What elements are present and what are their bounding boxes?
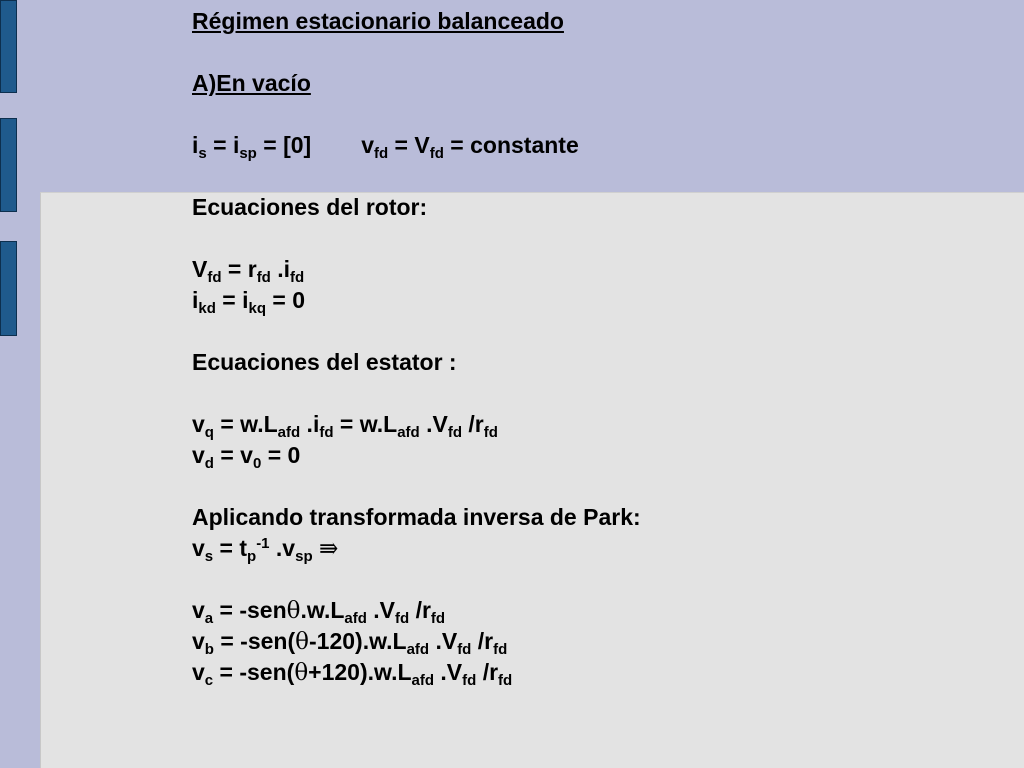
park-equation: $v_s = t_p^{-1}$ $.v_{sp}$ ⇛	[192, 535, 339, 565]
decor-tab-2	[0, 118, 17, 212]
field-voltage-condition: $v_{fd} = V_{fd}$ = constante	[361, 132, 579, 162]
slide-content	[192, 6, 1012, 688]
park-heading: Aplicando transformada inversa de Park:	[192, 504, 641, 530]
condition-equations	[192, 130, 1012, 161]
rotor-equation-1: $V_{fd} = r_{fd}$ $.i_{fd}$	[192, 256, 305, 286]
phase-c-voltage: $v_c = -sen(\theta+120).w.L_{afd}$ $.V_{fd}$ $/r_{fd}$	[192, 659, 513, 689]
left-decor-strip	[0, 0, 40, 768]
rotor-heading: Ecuaciones del rotor:	[192, 194, 428, 220]
phase-b-voltage: $v_b = -sen(\theta-120).w.L_{afd}$ $.V_{fd}$ $/r_{fd}$	[192, 628, 508, 658]
decor-tab-1	[0, 0, 17, 93]
implies-arrow-icon: ⇛	[319, 536, 339, 562]
slide-title: Régimen estacionario balanceado	[192, 8, 564, 34]
rotor-equation-2: $i_{kd} = i_{kq} = 0$	[192, 287, 306, 317]
stator-equation-2: $v_d = v_0 = 0$	[192, 442, 301, 472]
section-heading: A)En vacío	[192, 70, 311, 96]
phase-a-voltage: $v_a = -sen\theta.w.L_{afd}$ $.V_{fd}$ $/r_{fd}$	[192, 597, 446, 627]
stator-heading: Ecuaciones del estator :	[192, 349, 457, 375]
stator-current-condition: $i_s = i_{sp} = [0]$	[192, 132, 312, 162]
stator-equation-1: $v_q = w.L_{afd}$ $.i_{fd} = w.L_{afd}$ $.V_{fd}$ $/r_{fd}$	[192, 411, 498, 441]
decor-tab-3	[0, 241, 17, 336]
